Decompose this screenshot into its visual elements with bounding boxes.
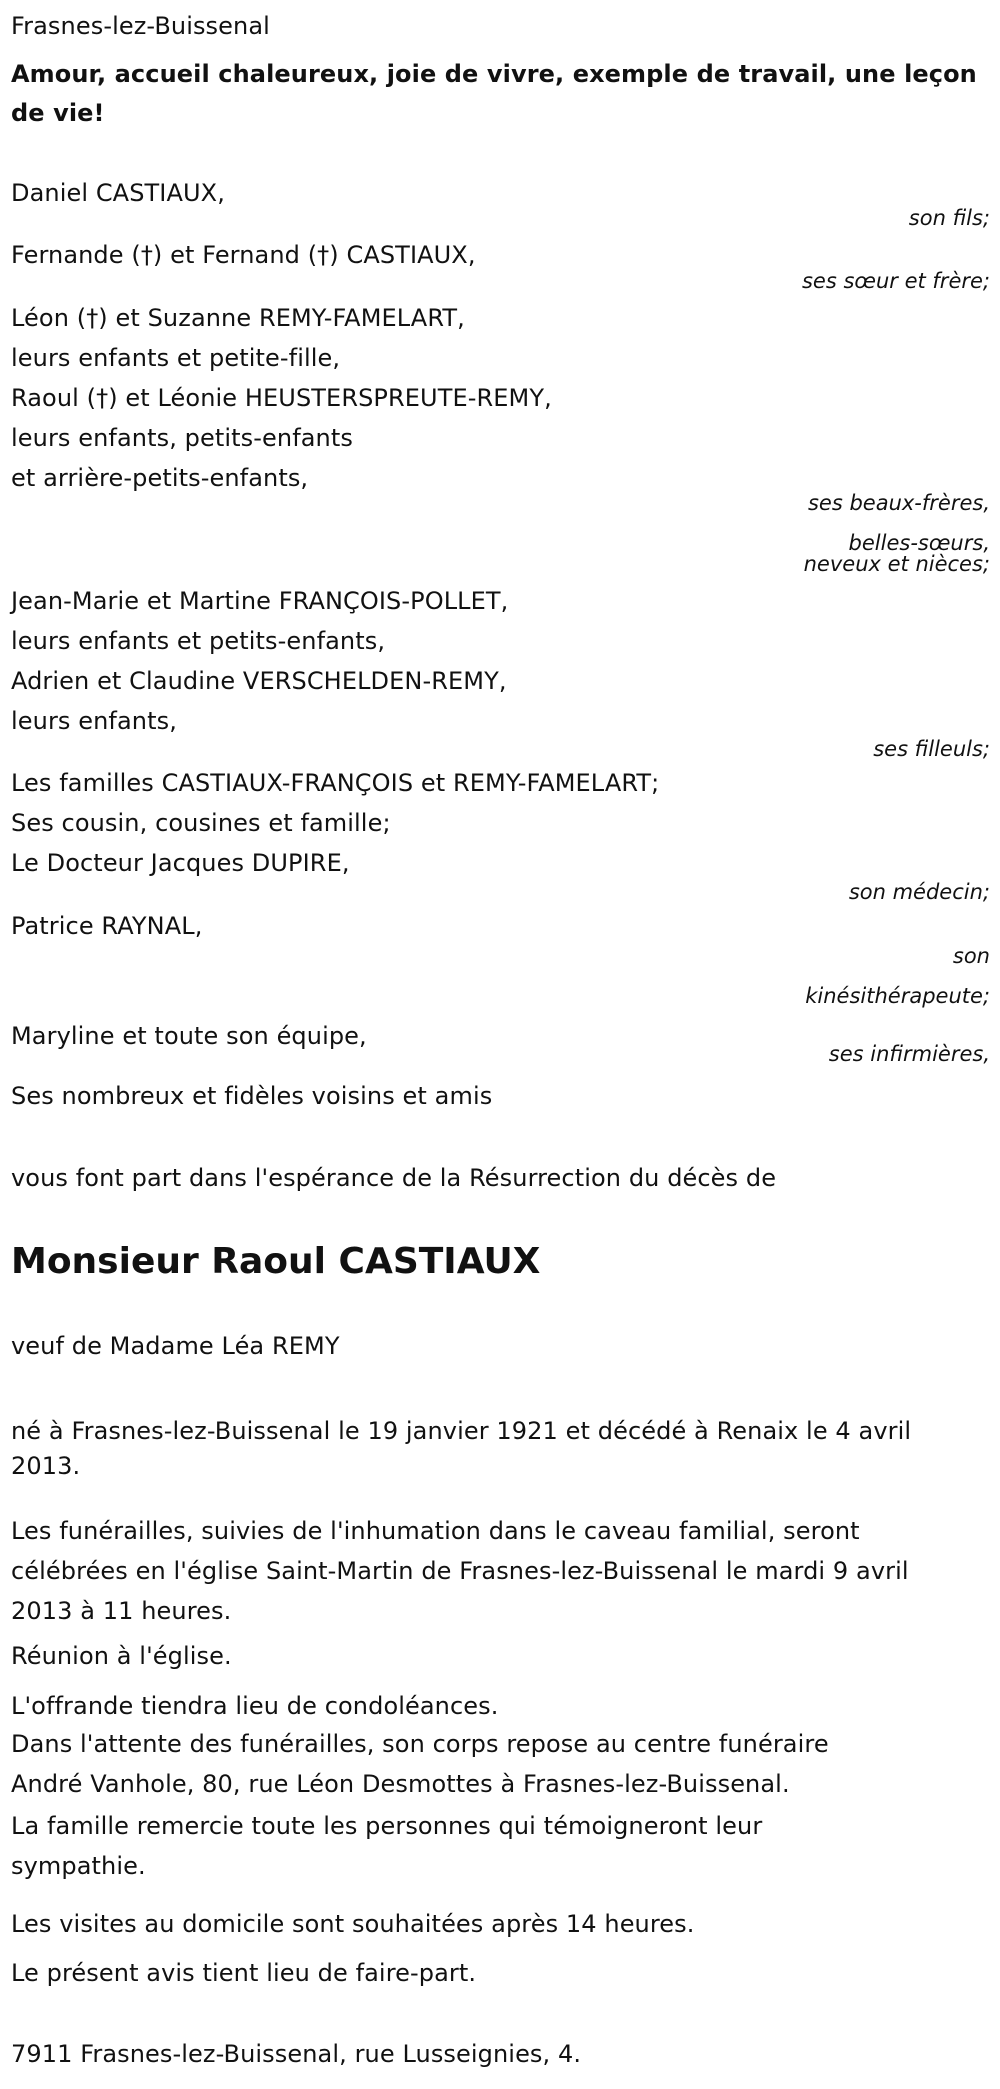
family-line: Ses nombreux et fidèles voisins et amis	[11, 1082, 493, 1110]
family-line: leurs enfants et petits-enfants,	[11, 627, 386, 655]
spouse-line: veuf de Madame Léa REMY	[11, 1332, 340, 1360]
family-line: Raoul (†) et Léonie HEUSTERSPREUTE-REMY,	[11, 384, 552, 412]
relation-label: belles-sœurs,	[848, 531, 990, 555]
family-line: Daniel CASTIAUX,	[11, 179, 225, 207]
family-line: Maryline et toute son équipe,	[11, 1022, 367, 1050]
family-line: Les familles CASTIAUX-FRANÇOIS et REMY-FAMELART;	[11, 769, 660, 797]
relation-label: son médecin;	[848, 880, 990, 904]
family-line: leurs enfants,	[11, 707, 177, 735]
announcement-intro: vous font part dans l'espérance de la Résurrection du décès de	[11, 1164, 777, 1192]
detail-line: L'offrande tiendra lieu de condoléances.	[11, 1692, 499, 1720]
relation-label: son fils;	[908, 206, 990, 230]
detail-line: Dans l'attente des funérailles, son corps repose au centre funéraire	[11, 1730, 829, 1758]
detail-line: célébrées en l'église Saint-Martin de Frasnes-lez-Buissenal le mardi 9 avril	[11, 1557, 909, 1585]
detail-line: Les funérailles, suivies de l'inhumation dans le caveau familial, seront	[11, 1517, 860, 1545]
family-line: Adrien et Claudine VERSCHELDEN-REMY,	[11, 667, 507, 695]
relation-label: ses infirmières,	[828, 1042, 990, 1066]
family-line: leurs enfants, petits-enfants	[11, 424, 353, 452]
detail-line: Réunion à l'église.	[11, 1642, 232, 1670]
detail-line: Les visites au domicile sont souhaitées après 14 heures.	[11, 1910, 695, 1938]
relation-label: son	[952, 944, 990, 968]
relation-label: kinésithérapeute;	[805, 984, 990, 1008]
family-line: Le Docteur Jacques DUPIRE,	[11, 849, 350, 877]
detail-line: La famille remercie toute les personnes qui témoigneront leur	[11, 1812, 763, 1840]
detail-line: André Vanhole, 80, rue Léon Desmottes à Frasnes-lez-Buissenal.	[11, 1770, 790, 1798]
family-line: Jean-Marie et Martine FRANÇOIS-POLLET,	[11, 587, 509, 615]
detail-line: sympathie.	[11, 1852, 146, 1880]
detail-line: Le présent avis tient lieu de faire-part.	[11, 1959, 477, 1987]
address-line: 7911 Frasnes-lez-Buissenal, rue Lusseignies, 4.	[11, 2040, 582, 2068]
motto-line-2: de vie!	[11, 99, 105, 127]
place-heading: Frasnes-lez-Buissenal	[11, 12, 270, 40]
family-line: Léon (†) et Suzanne REMY-FAMELART,	[11, 304, 465, 332]
relation-label: ses sœur et frère;	[801, 269, 990, 293]
detail-line: 2013.	[11, 1452, 81, 1480]
family-line: Fernande (†) et Fernand (†) CASTIAUX,	[11, 241, 476, 269]
relation-label: ses filleuls;	[873, 737, 990, 761]
motto-line-1: Amour, accueil chaleureux, joie de vivre, exemple de travail, une leçon	[11, 60, 977, 88]
family-line: leurs enfants et petite-fille,	[11, 344, 341, 372]
family-line: Ses cousin, cousines et famille;	[11, 809, 391, 837]
family-line: et arrière-petits-enfants,	[11, 464, 309, 492]
relation-label: ses beaux-frères,	[807, 491, 990, 515]
relation-label: neveux et nièces;	[803, 552, 990, 576]
family-line: Patrice RAYNAL,	[11, 912, 203, 940]
detail-line: 2013 à 11 heures.	[11, 1597, 232, 1625]
detail-line: né à Frasnes-lez-Buissenal le 19 janvier 1921 et décédé à Renaix le 4 avril	[11, 1417, 912, 1445]
deceased-name: Monsieur Raoul CASTIAUX	[11, 1241, 541, 1282]
